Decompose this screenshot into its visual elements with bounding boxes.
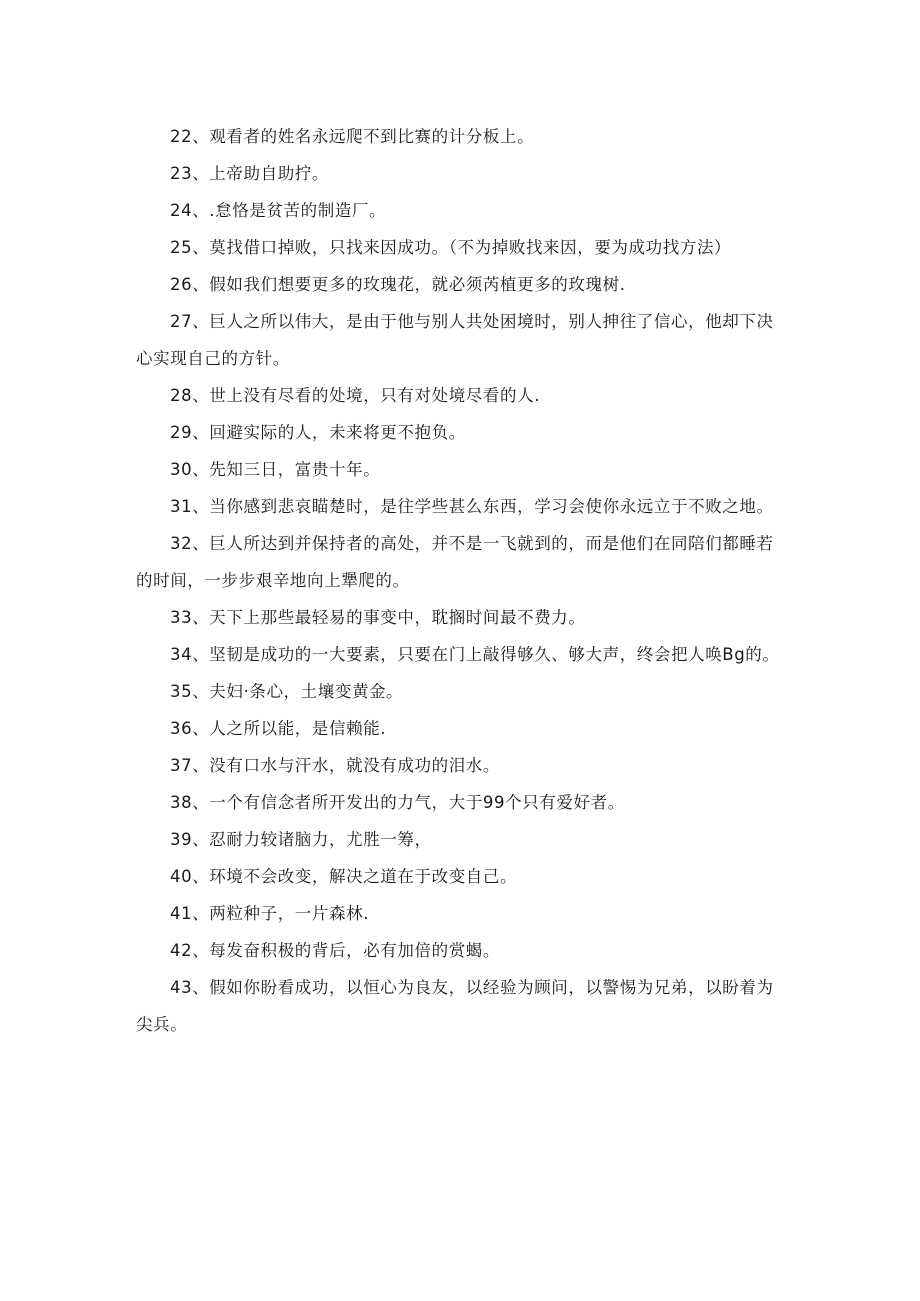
quote-item-42: 42、每发奋积极的背后，必有加倍的赏蝎。	[170, 941, 500, 960]
quote-item-43: 43、假如你盼看成功，以恒心为良友，以经验为顾问，以警惕为兄弟，以盼着为尖兵。	[136, 978, 774, 1034]
quote-item-26: 26、假如我们想要更多的玫瑰花，就必须芮植更多的玫瑰树.	[170, 275, 626, 294]
quote-item-30: 30、先知三日，富贵十年。	[170, 460, 381, 479]
quote-item-40: 40、环境不会改变，解决之道在于改变自己。	[170, 867, 518, 886]
quote-item-25: 25、莫找借口掉败，只找来因成功。（不为掉败找来因，要为成功找方法）	[170, 238, 732, 257]
quote-item-33: 33、天下上那些最轻易的事变中，耽搁时间最不费力。	[170, 608, 586, 627]
quote-item-31: 31、当你感到悲哀瞄楚时，是往学些甚么东西，学习会使你永远立于不败之地。	[170, 497, 774, 516]
quote-item-38: 38、一个有信念者所开发出的力气，大于99个只有爱好者。	[170, 793, 625, 812]
quote-item-28: 28、世上没有尽看的处境，只有对处境尽看的人.	[170, 386, 541, 405]
quote-item-32: 32、巨人所达到并保持者的高处，并不是一飞就到的，而是他们在同陪们都睡若的时间，一步步艰辛地向上犟爬的。	[136, 534, 774, 590]
quote-item-36: 36、人之所以能，是信赖能.	[170, 719, 387, 738]
quote-item-23: 23、上帝助自助拧。	[170, 164, 329, 183]
quote-item-35: 35、夫妇·条心，土壤变黄金。	[170, 682, 404, 701]
quote-item-34: 34、坚韧是成功的一大要素，只要在门上敲得够久、够大声，终会把人唤Bg的。	[170, 645, 780, 664]
quote-item-22: 22、观看者的姓名永远爬不到比赛的计分板上。	[170, 127, 535, 146]
quote-item-37: 37、没有口水与汗水，就没有成功的泪水。	[170, 756, 500, 775]
quote-item-39: 39、忍耐力较诸脑力，尤胜一筹，	[170, 830, 432, 849]
quote-list	[136, 118, 786, 1043]
quote-item-24: 24、.怠恪是贫苦的制造厂。	[170, 201, 387, 220]
quote-item-41: 41、两粒种子，一片森林.	[170, 904, 370, 923]
quote-item-29: 29、回避实际的人，未来将更不抱负。	[170, 423, 466, 442]
quote-item-27: 27、巨人之所以伟大，是由于他与别人共处困境时，别人抻往了信心，他却下决心实现自己的方针。	[136, 312, 774, 368]
